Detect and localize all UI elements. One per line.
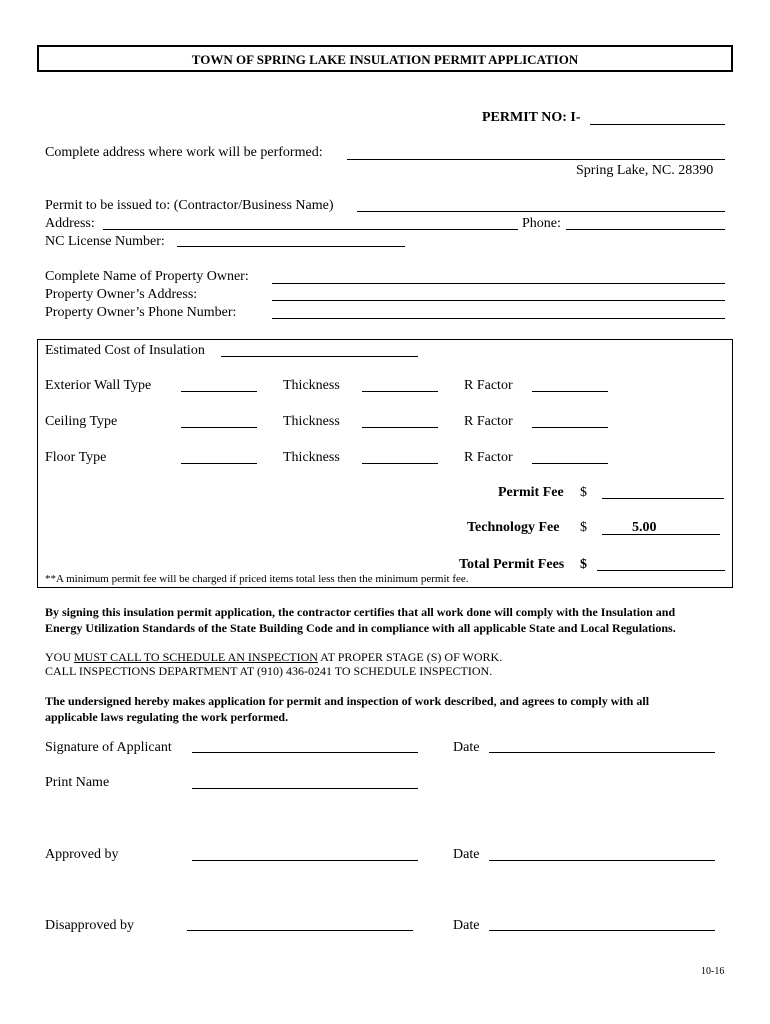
- contractor-phone-field[interactable]: [566, 229, 725, 230]
- ceiling-thickness-label: Thickness: [283, 414, 340, 429]
- total-fee-label: Total Permit Fees: [459, 557, 565, 572]
- ceiling-type-label: Ceiling Type: [45, 414, 118, 429]
- permit-fee-currency: $: [580, 485, 587, 500]
- estimated-cost-label: Estimated Cost of Insulation: [45, 343, 205, 358]
- city-state-zip: Spring Lake, NC. 28390: [576, 163, 714, 178]
- total-fee-currency: $: [580, 557, 587, 572]
- inspection-you: YOU: [45, 650, 74, 664]
- form-title: TOWN OF SPRING LAKE INSULATION PERMIT APPLICATION: [191, 52, 579, 67]
- issued-to-field[interactable]: [357, 211, 725, 212]
- exterior-thickness-field[interactable]: [362, 391, 438, 392]
- print-name-field[interactable]: [192, 788, 418, 789]
- minimum-fee-note: **A minimum permit fee will be charged if priced items total less then the minimum permit fee.: [45, 573, 469, 585]
- signature-field[interactable]: [192, 752, 418, 753]
- permit-fee-label: Permit Fee: [498, 485, 564, 500]
- print-name-label: Print Name: [45, 775, 110, 790]
- floor-type-field[interactable]: [181, 463, 257, 464]
- contractor-phone-label: Phone:: [522, 216, 561, 231]
- disapproved-date-label: Date: [453, 918, 480, 933]
- ceiling-rfactor-field[interactable]: [532, 427, 608, 428]
- owner-address-label: Property Owner’s Address:: [45, 287, 198, 302]
- inspection-notice-line-2: CALL INSPECTIONS DEPARTMENT AT (910) 436-0241 TO SCHEDULE INSPECTION.: [45, 664, 493, 678]
- exterior-rfactor-label: R Factor: [464, 378, 513, 393]
- floor-thickness-field[interactable]: [362, 463, 438, 464]
- license-field[interactable]: [177, 246, 405, 247]
- technology-fee-field[interactable]: [602, 534, 720, 535]
- exterior-wall-type-label: Exterior Wall Type: [45, 378, 152, 393]
- floor-rfactor-label: R Factor: [464, 450, 513, 465]
- inspection-rest: AT PROPER STAGE (S) OF WORK.: [317, 650, 503, 664]
- signature-date-label: Date: [453, 740, 480, 755]
- technology-fee-value: 5.00: [632, 520, 657, 535]
- certification-line-2: Energy Utilization Standards of the State Building Code and in compliance with all applicable State and Local Regulations.: [45, 621, 676, 635]
- technology-fee-currency: $: [580, 520, 587, 535]
- exterior-wall-type-field[interactable]: [181, 391, 257, 392]
- owner-name-field[interactable]: [272, 283, 725, 284]
- contractor-address-label: Address:: [45, 216, 95, 231]
- ceiling-type-field[interactable]: [181, 427, 257, 428]
- permit-no-label: PERMIT NO: I-: [482, 110, 581, 125]
- owner-address-field[interactable]: [272, 300, 725, 301]
- approved-date-field[interactable]: [489, 860, 715, 861]
- approved-by-field[interactable]: [192, 860, 418, 861]
- contractor-address-field[interactable]: [103, 229, 518, 230]
- owner-name-label: Complete Name of Property Owner:: [45, 269, 249, 284]
- certification-line-1: By signing this insulation permit application, the contractor certifies that all work done will comply with the Insulation and: [45, 605, 676, 619]
- signature-date-field[interactable]: [489, 752, 715, 753]
- technology-fee-label: Technology Fee: [467, 520, 560, 535]
- license-label: NC License Number:: [45, 234, 165, 249]
- inspection-notice-line-1: [45, 650, 502, 664]
- permit-fee-field[interactable]: [602, 498, 724, 499]
- ceiling-thickness-field[interactable]: [362, 427, 438, 428]
- floor-rfactor-field[interactable]: [532, 463, 608, 464]
- agreement-line-2: applicable laws regulating the work performed.: [45, 710, 289, 724]
- exterior-thickness-label: Thickness: [283, 378, 340, 393]
- estimated-cost-field[interactable]: [221, 356, 418, 357]
- form-revision-code: 10-16: [701, 966, 725, 977]
- work-address-label: Complete address where work will be performed:: [45, 145, 323, 160]
- floor-type-label: Floor Type: [45, 450, 107, 465]
- issued-to-label: Permit to be issued to: (Contractor/Business Name): [45, 198, 334, 213]
- agreement-line-1: The undersigned hereby makes application for permit and inspection of work described, and agrees to comply with all: [45, 694, 650, 708]
- disapproved-date-field[interactable]: [489, 930, 715, 931]
- approved-by-label: Approved by: [45, 847, 119, 862]
- ceiling-rfactor-label: R Factor: [464, 414, 513, 429]
- disapproved-by-field[interactable]: [187, 930, 413, 931]
- inspection-must-call: MUST CALL TO SCHEDULE AN INSPECTION: [74, 650, 318, 664]
- owner-phone-label: Property Owner’s Phone Number:: [45, 305, 237, 320]
- owner-phone-field[interactable]: [272, 318, 725, 319]
- floor-thickness-label: Thickness: [283, 450, 340, 465]
- exterior-rfactor-field[interactable]: [532, 391, 608, 392]
- approved-date-label: Date: [453, 847, 480, 862]
- signature-label: Signature of Applicant: [45, 740, 172, 755]
- work-address-field[interactable]: [347, 159, 725, 160]
- total-fee-field[interactable]: [597, 570, 725, 571]
- title-box: [37, 45, 733, 72]
- permit-no-field[interactable]: [590, 124, 725, 125]
- disapproved-by-label: Disapproved by: [45, 918, 135, 933]
